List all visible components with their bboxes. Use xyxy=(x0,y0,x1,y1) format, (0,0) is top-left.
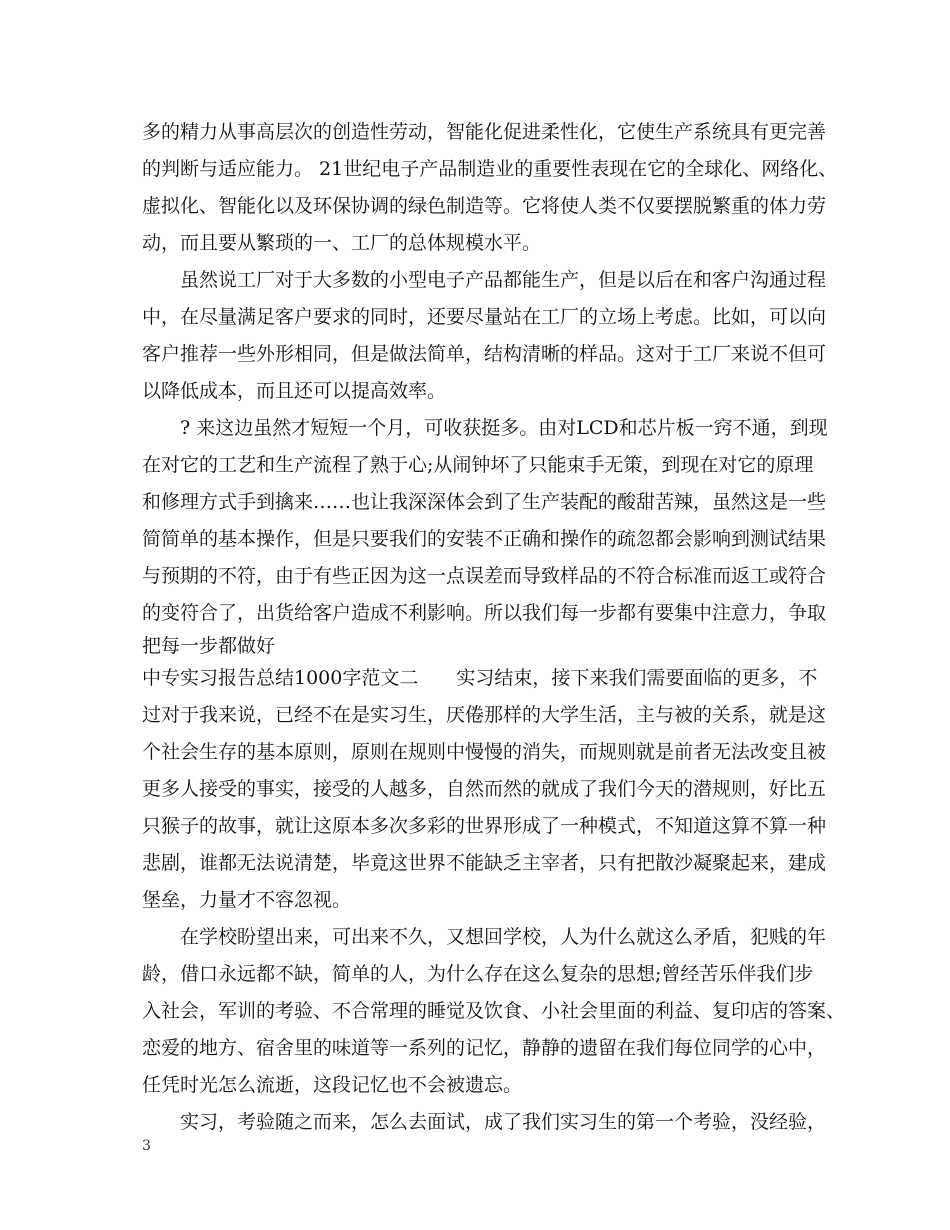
text-line: 把每一步都做好 xyxy=(142,635,276,657)
text-line: 堡垒，力量才不容忽视。 xyxy=(142,889,352,911)
text-line: 龄，借口永远都不缺，简单的人，为什么存在这么复杂的思想;曾经苦乐伴我们步 xyxy=(142,963,814,985)
text-line: 客户推荐一些外形相同，但是做法简单，结构清晰的样品。这对于工厂来说不但可 xyxy=(142,343,827,365)
text-line: 中，在尽量满足客户要求的同时，还要尽量站在工厂的立场上考虑。比如，可以向 xyxy=(142,306,827,328)
text-line: 过对于我来说，已经不在是实习生，厌倦那样的大学生活，主与被的关系，就是这 xyxy=(142,704,827,726)
text-line: 更多人接受的事实，接受的人越多，自然而然的就成了我们今天的潜规则，好比五 xyxy=(142,778,827,800)
text-line: 在对它的工艺和生产流程了熟于心;从闹钟坏了只能束手无策，到现在对它的原理 xyxy=(142,454,814,476)
paragraph-first-line: 虽然说工厂对于大多数的小型电子产品都能生产，但是以后在和客户沟通过程 xyxy=(180,269,827,291)
text-line: 多的精力从事高层次的创造性劳动，智能化促进柔性化，它使生产系统具有更完善 xyxy=(142,121,827,143)
text-line: 悲剧，谁都无法说清楚，毕竟这世界不能缺乏主宰者，只有把散沙凝聚起来，建成 xyxy=(142,852,827,874)
text-line: 的变符合了，出货给客户造成不利影响。所以我们每一步都有要集中注意力，争取 xyxy=(142,602,827,624)
paragraph-first-line: 实习，考验随之而来，怎么去面试，成了我们实习生的第一个考验，没经验， xyxy=(180,1111,827,1133)
text-line: 和修理方式手到擒来……也让我深深体会到了生产装配的酸甜苦辣，虽然这是一些 xyxy=(142,491,827,513)
text-line: 任凭时光怎么流逝，这段记忆也不会被遗忘。 xyxy=(142,1074,523,1096)
text-line: 入社会，军训的考验、不合常理的睡觉及饮食、小社会里面的利益、复印店的答案、 xyxy=(142,1000,846,1022)
text-line: 简简单的基本操作，但是只要我们的安装不正确和操作的疏忽都会影响到测试结果 xyxy=(142,528,827,550)
text-line: 以降低成本，而且还可以提高效率。 xyxy=(142,380,447,402)
text-line: 与预期的不符，由于有些正因为这一点误差而导致样品的不符合标准而返工或符合 xyxy=(142,565,827,587)
page-number: 3 xyxy=(142,1138,151,1154)
paragraph-first-line: 在学校盼望出来，可出来不久，又想回学校，人为什么就这么矛盾，犯贱的年 xyxy=(180,926,827,948)
document-body xyxy=(142,114,846,1141)
text-line: 的判断与适应能力。 21世纪电子产品制造业的重要性表现在它的全球化、网络化、 xyxy=(142,158,838,180)
text-line: 虚拟化、智能化以及环保协调的绿色制造等。它将使人类不仅要摆脱繁重的体力劳 xyxy=(142,195,827,217)
section-heading-line: 中专实习报告总结1000字范文二 实习结束，接下来我们需要面临的更多，不 xyxy=(142,667,818,689)
text-line: 动，而且要从繁琐的一、工厂的总体规模水平。 xyxy=(142,232,542,254)
paragraph-first-line: ? 来这边虽然才短短一个月，可收获挺多。由对LCD和芯片板一窍不通，到现 xyxy=(180,417,828,439)
text-line: 只猴子的故事，就让这原本多次多彩的世界形成了一种模式，不知道这算不算一种 xyxy=(142,815,827,837)
text-line: 个社会生存的基本原则，原则在规则中慢慢的消失，而规则就是前者无法改变且被 xyxy=(142,741,827,763)
text-line: 恋爱的地方、宿舍里的味道等一系列的记忆，静静的遗留在我们每位同学的心中， xyxy=(142,1037,827,1059)
